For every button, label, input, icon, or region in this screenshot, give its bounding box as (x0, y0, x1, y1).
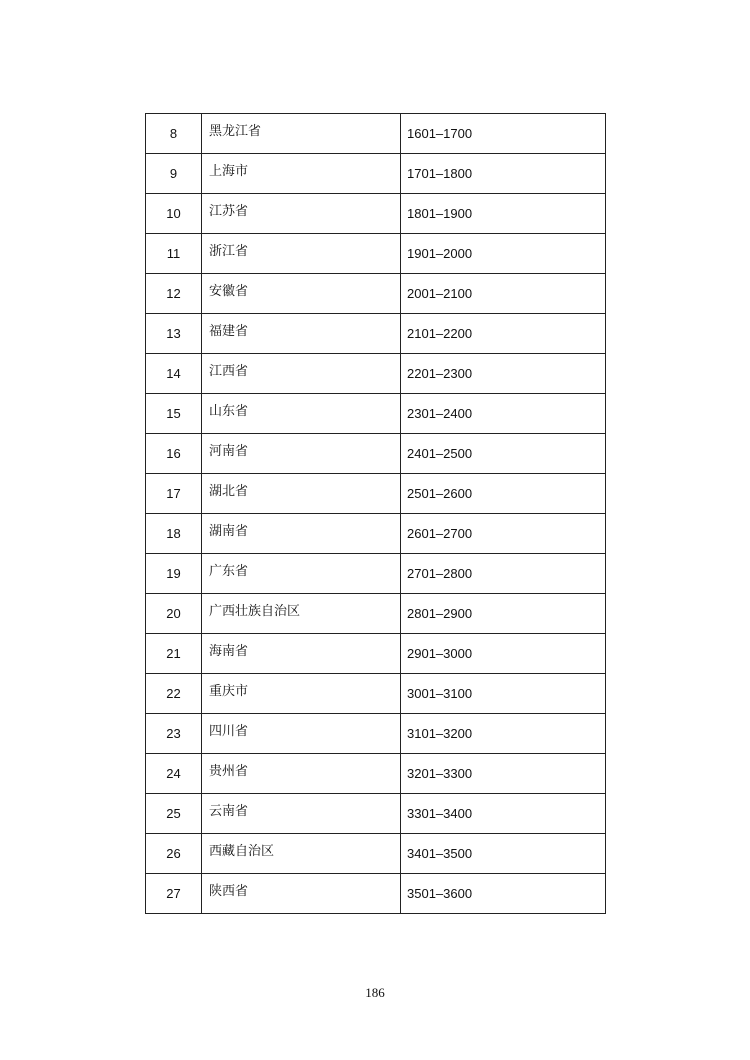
code-range-cell: 2301–2400 (401, 394, 606, 434)
region-name-cell: 山东省 (202, 394, 401, 434)
row-number-cell: 22 (146, 674, 202, 714)
table-row (146, 354, 606, 394)
region-name-cell: 福建省 (202, 314, 401, 354)
code-range-cell: 3501–3600 (401, 874, 606, 914)
table-row (146, 314, 606, 354)
code-range-cell: 3401–3500 (401, 834, 606, 874)
code-range-cell: 2201–2300 (401, 354, 606, 394)
row-number-cell: 8 (146, 114, 202, 154)
row-number-cell: 16 (146, 434, 202, 474)
row-number-cell: 11 (146, 234, 202, 274)
table-row (146, 194, 606, 234)
table-row (146, 714, 606, 754)
region-name-cell: 海南省 (202, 634, 401, 674)
row-number-cell: 9 (146, 154, 202, 194)
region-name-cell: 湖南省 (202, 514, 401, 554)
code-range-cell: 2801–2900 (401, 594, 606, 634)
row-number-cell: 13 (146, 314, 202, 354)
row-number-cell: 18 (146, 514, 202, 554)
table-row (146, 114, 606, 154)
row-number-cell: 10 (146, 194, 202, 234)
table-row (146, 274, 606, 314)
row-number-cell: 21 (146, 634, 202, 674)
code-range-cell: 1901–2000 (401, 234, 606, 274)
row-number-cell: 26 (146, 834, 202, 874)
table-row (146, 674, 606, 714)
table-row (146, 474, 606, 514)
region-name-cell: 江西省 (202, 354, 401, 394)
row-number-cell: 17 (146, 474, 202, 514)
table-row (146, 234, 606, 274)
code-range-cell: 3101–3200 (401, 714, 606, 754)
table-row (146, 394, 606, 434)
table-row (146, 554, 606, 594)
code-range-cell: 1701–1800 (401, 154, 606, 194)
table-row (146, 434, 606, 474)
row-number-cell: 24 (146, 754, 202, 794)
region-name-cell: 上海市 (202, 154, 401, 194)
code-range-cell: 2401–2500 (401, 434, 606, 474)
code-range-cell: 2501–2600 (401, 474, 606, 514)
table-row (146, 794, 606, 834)
region-name-cell: 河南省 (202, 434, 401, 474)
code-range-cell: 3001–3100 (401, 674, 606, 714)
table-row (146, 514, 606, 554)
table-row (146, 874, 606, 914)
table-row (146, 754, 606, 794)
page-number: 186 (365, 985, 385, 1000)
row-number-cell: 19 (146, 554, 202, 594)
region-name-cell: 湖北省 (202, 474, 401, 514)
code-range-cell: 2901–3000 (401, 634, 606, 674)
row-number-cell: 15 (146, 394, 202, 434)
code-range-cell: 2601–2700 (401, 514, 606, 554)
region-name-cell: 安徽省 (202, 274, 401, 314)
row-number-cell: 27 (146, 874, 202, 914)
region-name-cell: 浙江省 (202, 234, 401, 274)
row-number-cell: 23 (146, 714, 202, 754)
table-row (146, 834, 606, 874)
table-row (146, 154, 606, 194)
region-name-cell: 云南省 (202, 794, 401, 834)
region-name-cell: 西藏自治区 (202, 834, 401, 874)
region-name-cell: 重庆市 (202, 674, 401, 714)
region-name-cell: 陕西省 (202, 874, 401, 914)
code-range-cell: 3201–3300 (401, 754, 606, 794)
row-number-cell: 25 (146, 794, 202, 834)
region-name-cell: 四川省 (202, 714, 401, 754)
row-number-cell: 14 (146, 354, 202, 394)
table-row (146, 594, 606, 634)
region-name-cell: 广西壮族自治区 (202, 594, 401, 634)
region-code-table (145, 113, 606, 914)
code-range-cell: 2001–2100 (401, 274, 606, 314)
region-name-cell: 贵州省 (202, 754, 401, 794)
region-name-cell: 广东省 (202, 554, 401, 594)
region-name-cell: 江苏省 (202, 194, 401, 234)
table-row (146, 634, 606, 674)
code-range-cell: 3301–3400 (401, 794, 606, 834)
code-range-cell: 2701–2800 (401, 554, 606, 594)
code-range-cell: 2101–2200 (401, 314, 606, 354)
code-range-cell: 1801–1900 (401, 194, 606, 234)
region-name-cell: 黑龙江省 (202, 114, 401, 154)
row-number-cell: 20 (146, 594, 202, 634)
row-number-cell: 12 (146, 274, 202, 314)
table-body (146, 114, 606, 914)
code-range-cell: 1601–1700 (401, 114, 606, 154)
